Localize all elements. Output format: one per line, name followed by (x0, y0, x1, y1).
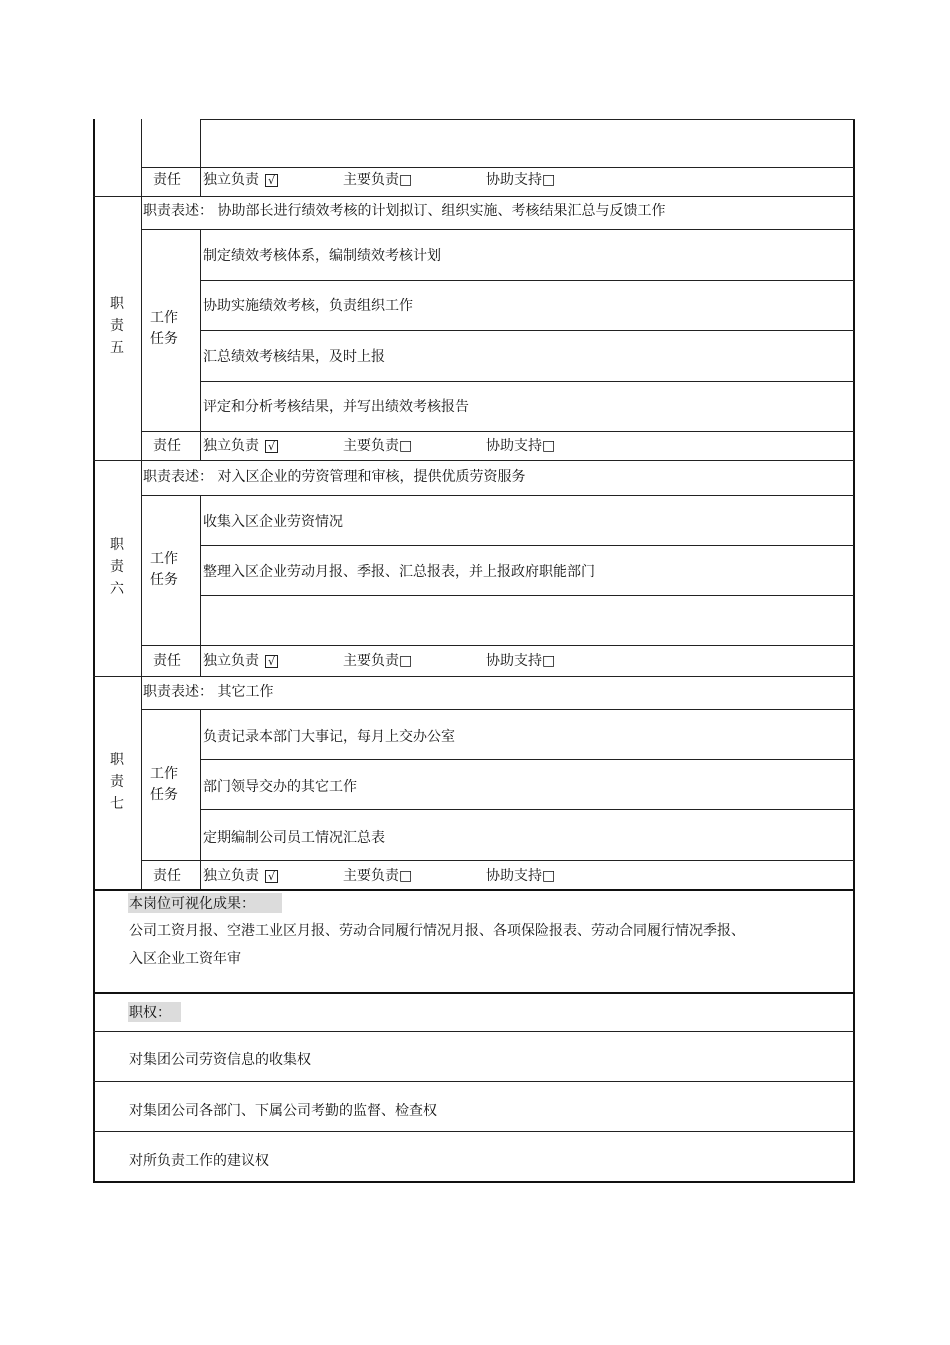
task-label: 工作 任务 (150, 551, 178, 588)
table-left-border (93, 993, 95, 1183)
independent-label: 独立负责 (203, 172, 259, 188)
duty-5-side-label (106, 293, 128, 359)
column-divider-2 (200, 119, 201, 196)
row-line (141, 229, 854, 230)
task-item: 部门领导交办的其它工作 (203, 779, 357, 795)
independent-responsibility (203, 437, 278, 455)
side-char: 职 (110, 752, 124, 768)
assist-support: 协助支持□ (486, 868, 556, 884)
table-right-border (853, 889, 855, 993)
row-line (200, 759, 854, 760)
task-label: 工作 任务 (150, 310, 178, 347)
column-divider-1 (141, 119, 142, 890)
side-char: 五 (110, 340, 124, 356)
table-left-border (93, 119, 95, 890)
independent-label: 独立负责 (203, 868, 259, 884)
assist-support: 协助支持□ (486, 653, 556, 669)
independent-responsibility (203, 652, 278, 670)
column-divider-2 (200, 495, 201, 676)
authority-label: 职权： (129, 1005, 171, 1021)
side-char: 职 (110, 537, 124, 553)
checked-box-icon[interactable]: √ (265, 440, 278, 453)
table-top-border (200, 119, 855, 120)
authority-item: 对集团公司各部门、下属公司考勤的监督、检查权 (129, 1103, 437, 1119)
row-line (200, 280, 854, 281)
main-responsibility: 主要负责□ (343, 868, 413, 884)
table-right-border (853, 993, 855, 1183)
table-bottom-border (93, 1181, 855, 1183)
assist-support: 协助支持□ (486, 438, 556, 454)
row-line (200, 809, 854, 810)
visual-results-label: 本岗位可视化成果： (129, 896, 255, 912)
main-responsibility: 主要负责□ (343, 172, 413, 188)
row-line (141, 860, 854, 861)
task-item: 评定和分析考核结果，并写出绩效考核报告 (203, 399, 469, 415)
row-line (200, 595, 854, 596)
row-line (93, 1031, 854, 1032)
responsibility-label: 责任 (153, 438, 181, 454)
authority-item: 对集团公司劳资信息的收集权 (129, 1052, 311, 1068)
side-char: 责 (110, 318, 124, 334)
duty-5-statement: 职责表述： 协助部长进行绩效考核的计划拟订、组织实施、考核结果汇总与反馈工作 (143, 203, 666, 219)
main-responsibility: 主要负责□ (343, 653, 413, 669)
table-left-border (93, 889, 95, 993)
task-item: 负责记录本部门大事记，每月上交办公室 (203, 729, 455, 745)
row-line (141, 709, 854, 710)
visual-results-line: 公司工资月报、空港工业区月报、劳动合同履行情况月报、各项保险报表、劳动合同履行情况季报、 (129, 923, 745, 939)
responsibility-label: 责任 (153, 868, 181, 884)
table-right-border (853, 119, 855, 890)
row-line (141, 431, 854, 432)
checked-box-icon[interactable]: √ (265, 174, 278, 187)
duty-6-statement: 职责表述： 对入区企业的劳资管理和审核，提供优质劳资服务 (143, 469, 526, 485)
duty-7-statement: 职责表述： 其它工作 (143, 684, 274, 700)
section-line (93, 992, 855, 994)
side-char: 职 (110, 296, 124, 312)
column-divider-2 (200, 229, 201, 460)
row-line (200, 330, 854, 331)
side-char: 六 (110, 581, 124, 597)
independent-label: 独立负责 (203, 653, 259, 669)
main-responsibility: 主要负责□ (343, 438, 413, 454)
section-line (93, 460, 854, 461)
visual-results-line: 入区企业工资年审 (129, 951, 241, 967)
row-line (141, 167, 854, 168)
side-char: 责 (110, 774, 124, 790)
section-line (93, 889, 855, 891)
task-label: 工作 任务 (150, 766, 178, 803)
task-item: 整理入区企业劳动月报、季报、汇总报表，并上报政府职能部门 (203, 564, 595, 580)
responsibility-label: 责任 (153, 653, 181, 669)
task-item: 定期编制公司员工情况汇总表 (203, 830, 385, 846)
row-line (141, 645, 854, 646)
checked-box-icon[interactable]: √ (265, 655, 278, 668)
task-item: 收集入区企业劳资情况 (203, 514, 343, 530)
side-char: 七 (110, 796, 124, 812)
duty-6-side-label (106, 534, 128, 600)
task-item: 制定绩效考核体系，编制绩效考核计划 (203, 248, 441, 264)
duty-7-side-label (106, 749, 128, 815)
row-line (200, 381, 854, 382)
checked-box-icon[interactable]: √ (265, 870, 278, 883)
task-item: 汇总绩效考核结果，及时上报 (203, 349, 385, 365)
section-line (93, 676, 854, 677)
task-item: 协助实施绩效考核，负责组织工作 (203, 298, 413, 314)
side-char: 责 (110, 559, 124, 575)
assist-support: 协助支持□ (486, 172, 556, 188)
row-line (141, 495, 854, 496)
column-divider-2 (200, 709, 201, 890)
row-line (93, 1081, 854, 1082)
independent-responsibility (203, 171, 278, 189)
independent-responsibility (203, 867, 278, 885)
row-line (93, 1131, 854, 1132)
responsibility-label: 责任 (153, 172, 181, 188)
row-line (200, 545, 854, 546)
authority-item: 对所负责工作的建议权 (129, 1153, 269, 1169)
independent-label: 独立负责 (203, 438, 259, 454)
section-line (93, 196, 854, 197)
